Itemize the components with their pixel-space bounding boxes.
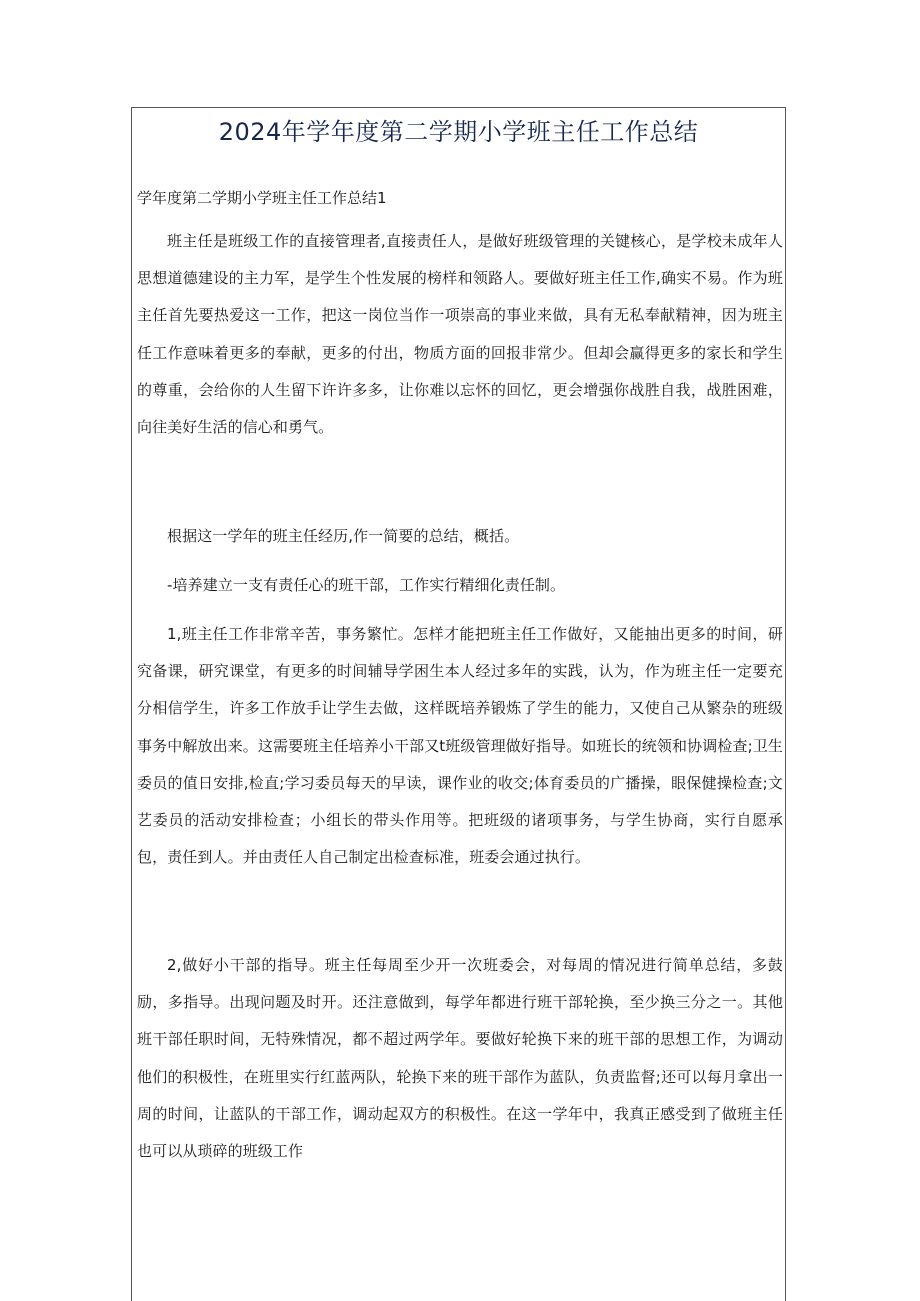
paragraph-point-1: 1,班主任工作非常辛苦，事务繁忙。怎样才能把班主任工作做好，又能抽出更多的时间，研究备课，研究课堂，有更多的时间辅导学困生本人经过多年的实践，认为，作为班主任一定要充分相信学生，许多工作放手让学生去做，这样既培养锻炼了学生的能力，又使自己从繁杂的班级事务中解放出来。这需要班主任培养小干部又t班级管理做好指导。如班长的统领和协调检查;卫生委员的值日安排,检直;学习委员每天的早读，课作业的收交;体育委员的广播操，眼保健操检查;文艺委员的活动安排检查；小组长的带头作用等。把班级的诸项事务，与学生协商，实行自愿承包，责任到人。并由责任人自己制定出检查标准，班委会通过执行。 (137, 625, 783, 867)
paragraph-point-2: 2,做好小干部的指导。班主任每周至少开一次班委会，对每周的情况进行简单总结，多鼓励，多指导。出现问题及时开。还注意做到，每学年都进行班干部轮换，至少换三分之一。其他班干部任职时间，无特殊情况，都不超过两学年。要做好轮换下来的班干部的思想工作，为调动他们的积极性，在班里实行红蓝两队，轮换下来的班干部作为蓝队，负责监督;还可以每月拿出一周的时间，让蓝队的干部工作，调动起双方的积极性。在这一学年中，我真正感受到了做班主任也可以从琐碎的班级工作 (137, 956, 783, 1161)
paragraph-intro: 班主任是班级工作的直接管理者,直接责任人，是做好班级管理的关键核心，是学校未成年人思想道德建设的主力军，是学生个性发展的榜样和领路人。要做好班主任工作,确实不易。作为班主任首先要热爱这一工作，把这一岗位当作一项崇高的事业来做，具有无私奉献精神，因为班主任工作意味着更多的奉献，更多的付出，物质方面的回报非常少。但却会赢得更多的家长和学生的尊重，会给你的人生留下许许多多，让你难以忘怀的回忆，更会增强你战胜自我，战胜困难，向往美好生活的信心和勇气。 (137, 232, 783, 437)
document-title: 2024年学年度第二学期小学班主任工作总结 (218, 118, 699, 146)
paragraph-section-heading: -培养建立一支有责任心的班干部，工作实行精细化责任制。 (167, 576, 566, 594)
paragraph-summary-lead: 根据这一学年的班主任经历,作一简要的总结，概括。 (167, 527, 520, 545)
section-subtitle: 学年度第二学期小学班主任工作总结1 (137, 189, 387, 207)
